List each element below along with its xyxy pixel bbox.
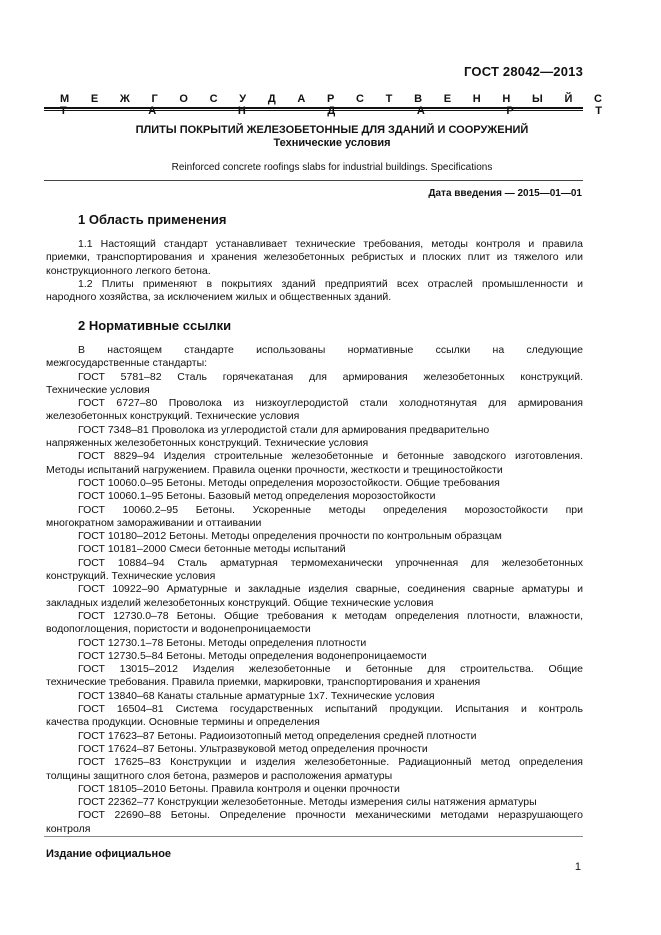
reference-line: ГОСТ 16504–81 Система государственных испытаний продукции. Испытания и контроль [78, 703, 583, 716]
reference-line: ГОСТ 10180–2012 Бетоны. Методы определения прочности по контрольным образцам [78, 530, 502, 543]
reference-line: ГОСТ 10181–2000 Смеси бетонные методы испытаний [78, 543, 346, 556]
reference-line: Технические условия [46, 383, 150, 396]
reference-line: качества продукции. Основные термины и определения [46, 716, 320, 729]
reference-line: конструкций. Технические условия [46, 570, 216, 583]
normative-references-list [46, 344, 583, 836]
reference-line: ГОСТ 12730.0–78 Бетоны. Общие требования к методам определения плотности, влажности, [78, 609, 583, 622]
text-line: 1.1 Настоящий стандарт устанавливает технические требования, методы контроля и правила [78, 238, 583, 250]
text-line: приемки, транспортирования и хранения железобетонных ребристых и плоских плит из тяжелого или [46, 251, 583, 264]
reference-line: ГОСТ 18105–2010 Бетоны. Правила контроля и оценки прочности [78, 782, 400, 795]
reference-line: ГОСТ 8829–94 Изделия строительные железобетонные и бетонные заводского изготовления. [78, 450, 583, 463]
interstate-standard-banner: М Е Ж Г О С У Д А Р С Т В Е Н Н Ы Й С Т А Н Д А Р Т [60, 93, 602, 117]
reference-line: ГОСТ 10060.0–95 Бетоны. Методы определения морозостойкости. Общие требования [78, 476, 500, 489]
reference-line: ГОСТ 6727–80 Проволока из низкоуглеродистой стали холоднотянутая для армирования [78, 397, 583, 410]
reference-line: ГОСТ 17624–87 Бетоны. Ультразвуковой метод определения прочности [78, 742, 428, 755]
reference-line: контроля [46, 822, 91, 835]
reference-line: ГОСТ 22690–88 Бетоны. Определение прочности механическими методами неразрушающего [78, 809, 583, 822]
reference-line: толщины защитного слоя бетона, размеров и расположения арматуры [46, 769, 393, 782]
reference-line: многократном замораживании и оттаивании [46, 516, 262, 529]
reference-line: закладных изделий железобетонных конструкций. Общие технические условия [46, 596, 434, 609]
title-rule [44, 180, 583, 181]
reference-line: водопоглощения, пористости и водонепроницаемости [46, 623, 311, 636]
header-rule [44, 107, 583, 109]
reference-line: ГОСТ 13015–2012 Изделия железобетонные и бетонные для строительства. Общие [78, 663, 583, 676]
reference-line: железобетонных конструкций. Технические условия [46, 410, 300, 423]
reference-line: ГОСТ 10060.1–95 Бетоны. Базовый метод определения морозостойкости [78, 490, 436, 503]
footer-rule [44, 836, 583, 837]
reference-line: В настоящем стандарте использованы нормативные ссылки на следующие [78, 344, 583, 356]
reference-line: ГОСТ 10884–94 Сталь арматурная термомеханически упрочненная для железобетонных [78, 556, 583, 569]
reference-line: ГОСТ 17625–83 Конструкции и изделия железобетонные. Радиационный метод определения [78, 756, 583, 769]
reference-line: технические требования. Правила приемки, маркировки, транспортирования и хранения [46, 676, 481, 689]
reference-line: Методы испытаний нагружением. Правила оценки прочности, жесткости и трещиностойкости [46, 463, 503, 476]
paragraph-1-2 [46, 278, 583, 305]
reference-line: ГОСТ 7348–81 Проволока из углеродистой стали для армирования предварительно [78, 423, 490, 436]
reference-line: ГОСТ 13840–68 Канаты стальные арматурные 1х7. Технические условия [78, 689, 435, 702]
reference-line: межгосударственные стандарты: [46, 357, 208, 370]
introduction-date: Дата введения — 2015—01—01 [428, 188, 582, 199]
official-edition-label: Издание официальное [46, 848, 172, 860]
english-title: Reinforced concrete roofings slabs for industrial buildings. Specifications [171, 162, 493, 173]
reference-line: напряженных железобетонных конструкций. Технические условия [46, 437, 369, 450]
reference-line: ГОСТ 22362–77 Конструкции железобетонные. Методы измерения силы натяжения арматуры [78, 796, 537, 809]
document-number: ГОСТ 28042—2013 [464, 64, 583, 79]
document-subtitle: Технические условия [273, 137, 391, 149]
section-heading-references: 2 Нормативные ссылки [78, 318, 232, 333]
reference-line: ГОСТ 5781–82 Сталь горячекатаная для армирования железобетонных конструкций. [78, 370, 583, 383]
reference-line: ГОСТ 17623–87 Бетоны. Радиоизотопный метод определения средней плотности [78, 729, 477, 742]
reference-line: ГОСТ 12730.5–84 Бетоны. Методы определения водонепроницаемости [78, 649, 427, 662]
document-title: ПЛИТЫ ПОКРЫТИЙ ЖЕЛЕЗОБЕТОННЫЕ ДЛЯ ЗДАНИЙ И СООРУЖЕНИЙ [135, 124, 529, 136]
text-line: народного хозяйства, за исключением жилых и общественных зданий. [46, 291, 392, 304]
reference-line: ГОСТ 10922–90 Арматурные и закладные изделия сварные, соединения сварные арматуры и [78, 583, 583, 596]
reference-line: ГОСТ 12730.1–78 Бетоны. Методы определения плотности [78, 636, 367, 649]
header-rule-thin [44, 110, 583, 111]
text-line: 1.2 Плиты применяют в покрытиях зданий предприятий всех отраслей промышленности и [78, 278, 583, 290]
paragraph-1-1 [46, 238, 583, 278]
page-number: 1 [574, 861, 581, 873]
text-line: конструкционного легкого бетона. [46, 264, 211, 277]
reference-line: ГОСТ 10060.2–95 Бетоны. Ускоренные методы определения морозостойкости при [78, 503, 583, 516]
section-heading-scope: 1 Область применения [78, 212, 227, 227]
